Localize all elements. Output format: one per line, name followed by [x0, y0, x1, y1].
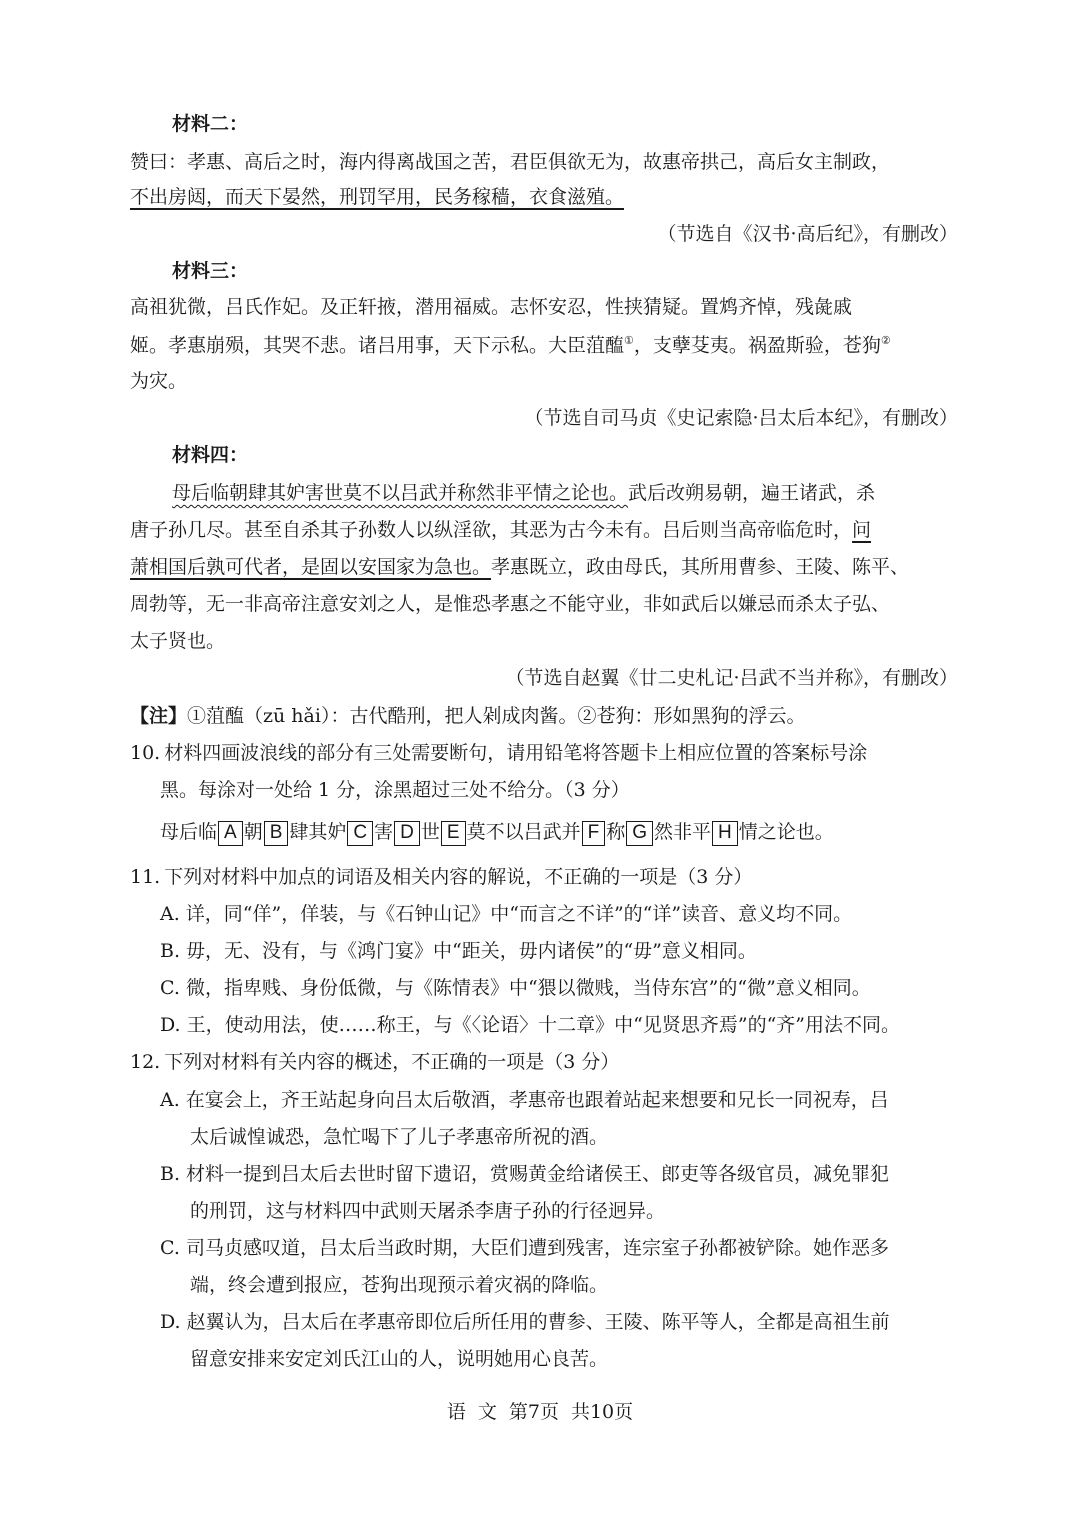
segment: 然非平: [654, 821, 712, 843]
question-11-number: 11.: [130, 866, 161, 888]
footer-subject-1: 语: [446, 1401, 466, 1423]
question-11-option-b: B. 毋，无、没有，与《鸿门宴》中“距关，毋内诸侯”的“毋”意义相同。: [160, 940, 757, 962]
material-4-line-5: 太子贤也。: [130, 630, 226, 652]
question-12-option-b-line-2: 的刑罚，这与材料四中武则天屠杀李唐子孙的行径迥异。: [190, 1200, 666, 1222]
footnote-ref-1: ①: [624, 334, 634, 347]
segment: 害: [374, 821, 394, 843]
option-box-f[interactable]: F: [582, 821, 606, 846]
material-4-line-2: [130, 521, 871, 540]
material-4-source: （节选自赵翼《廿二史札记·吕武不当并称》，有删改）: [505, 667, 958, 689]
wavy-line-passage: 母后临朝肆其妒害世莫不以吕武并称然非平情之论也。: [172, 482, 629, 504]
question-12-stem: [130, 1053, 619, 1072]
segment: 莫不以吕武并: [466, 821, 581, 843]
question-12-option-d-line-2: 留意安排来安定刘氏江山的人，说明她用心良苦。: [190, 1348, 609, 1370]
question-10-number: 10.: [130, 742, 161, 764]
material-4-line-3-underlined: 萧相国后孰可代者，是固以安国家为急也。: [130, 556, 492, 578]
option-box-e[interactable]: E: [441, 821, 466, 846]
material-4-line-3-rest: 孝惠既立，政由母氏，其所用曹参、王陵、陈平、: [491, 556, 910, 578]
segment: 母后临: [160, 821, 218, 843]
question-11-option-d: D. 王，使动用法，使……称王，与《〈论语〉十二章》中“见贤思齐焉”的“齐”用法不同。: [160, 1014, 900, 1036]
material-4-heading: 材料四：: [172, 444, 249, 466]
material-2-line-2: 不出房闼，而天下晏然，刑罚罕用，民务稼穑，衣食滋殖。: [130, 186, 625, 208]
segment: 世: [420, 821, 440, 843]
page-footer: [0, 1403, 1080, 1422]
question-12-option-a-line-1: A. 在宴会上，齐王站起身向吕太后敬酒，孝惠帝也跟着站起来想要和兄长一同祝寿，吕: [160, 1089, 889, 1111]
question-10-stem: 材料四画波浪线的部分有三处需要断句，请用铅笔将答题卡上相应位置的答案标号涂: [164, 742, 868, 764]
footer-total-pages: 共10页: [570, 1401, 634, 1423]
annotation-text: ①菹醢（zū hǎi）：古代酷刑，把人剁成肉酱。②苍狗：形如黑狗的浮云。: [187, 705, 806, 727]
material-3-line-2a: 姬。孝惠崩殒，其哭不悲。诸吕用事，天下示私。大臣菹醢: [130, 334, 625, 357]
question-12-option-b-line-1: B. 材料一提到吕太后去世时留下遗诏，赏赐黄金给诸侯王、郎吏等各级官员，减免罪犯: [160, 1163, 890, 1185]
footnote-ref-2: ②: [880, 334, 891, 347]
question-12-option-a-line-2: 太后诚惶诚恐，急忙喝下了儿子孝惠帝所祝的酒。: [190, 1126, 609, 1148]
option-box-d[interactable]: D: [394, 821, 420, 846]
question-11-stem: [130, 868, 752, 887]
option-box-g[interactable]: G: [626, 821, 653, 846]
question-11-option-a: A. 详，同“佯”，佯装，与《石钟山记》中“而言之不详”的“详”读音、意义均不同。: [160, 903, 853, 925]
question-12-option-c-line-1: C. 司马贞感叹道，吕太后当政时期，大臣们遭到残害，连宗室子孙都被铲除。她作恶多: [160, 1237, 889, 1259]
material-2-source: （节选自《汉书·高后纪》，有删改）: [657, 223, 958, 245]
question-10-line-2: 黑。每涂对一处给 1 分，涂黑超过三处不给分。（3 分）: [160, 779, 630, 801]
question-12-option-d-line-1: D. 赵翼认为，吕太后在孝惠帝即位后所任用的曹参、王陵、陈平等人，全都是高祖生前: [160, 1311, 890, 1333]
option-box-b[interactable]: B: [264, 821, 289, 846]
question-11-text: 下列对材料中加点的词语及相关内容的解说，不正确的一项是（3 分）: [164, 866, 753, 888]
annotation-label: 【注】: [130, 705, 188, 727]
option-box-h[interactable]: H: [712, 821, 738, 846]
sentence-break-options: [160, 821, 834, 846]
material-3-line-1: 高祖犹微，吕氏作妃。及正轩掖，潜用福威。志怀安忍，性挟猜疑。置鸩齐悼，残彘戚: [130, 296, 853, 318]
option-box-c[interactable]: C: [347, 821, 373, 846]
material-3-source: （节选自司马贞《史记索隐·吕太后本纪》，有删改）: [524, 407, 958, 429]
material-4-line-2-plain: 唐子孙几尽。甚至自杀其子孙数人以纵淫欲，其恶为古今未有。吕后则当高帝临危时，: [130, 519, 853, 541]
question-12-number: 12.: [130, 1051, 161, 1073]
footer-page-number: 第7页: [508, 1401, 559, 1423]
question-12-option-c-line-2: 端，终会遭到报应，苍狗出现预示着灾祸的降临。: [190, 1274, 609, 1296]
segment: 情之论也。: [738, 821, 834, 843]
question-11-option-c: C. 微，指卑贱、身份低微，与《陈情表》中“猥以微贱，当侍东宫”的“微”意义相同。: [160, 977, 871, 999]
material-4-line-3: [130, 558, 909, 577]
option-box-a[interactable]: A: [218, 821, 243, 846]
material-2-heading: 材料二：: [172, 113, 249, 135]
material-3-line-2: [130, 335, 891, 355]
material-4-line-1-rest: 武后改朔易朝，遍王诸武，杀: [628, 482, 876, 504]
segment: 朝: [243, 821, 263, 843]
segment: 称: [606, 821, 626, 843]
material-2-line-1: 赞曰：孝惠、高后之时，海内得离战国之苦，君臣俱欲无为，故惠帝拱己，高后女主制政，: [130, 151, 891, 173]
material-4-line-4: 周勃等，无一非高帝注意安刘之人，是惟恐孝惠之不能守业，非如武后以嫌忌而杀太子弘、: [130, 593, 891, 615]
footer-subject-2: 文: [477, 1401, 497, 1423]
question-12-text: 下列对材料有关内容的概述，不正确的一项是（3 分）: [164, 1051, 620, 1073]
material-3-line-2b: ，支孽芟夷。祸盈斯验，苍狗: [633, 334, 881, 357]
material-4-line-2-underlined: 问: [852, 519, 872, 541]
question-10-line-1: [130, 744, 867, 763]
material-3-heading: 材料三：: [172, 260, 249, 282]
material-4-line-1: [172, 484, 875, 503]
segment: 肆其妒: [289, 821, 347, 843]
material-3-line-3: 为灾。: [130, 370, 188, 392]
annotation: [130, 707, 805, 726]
